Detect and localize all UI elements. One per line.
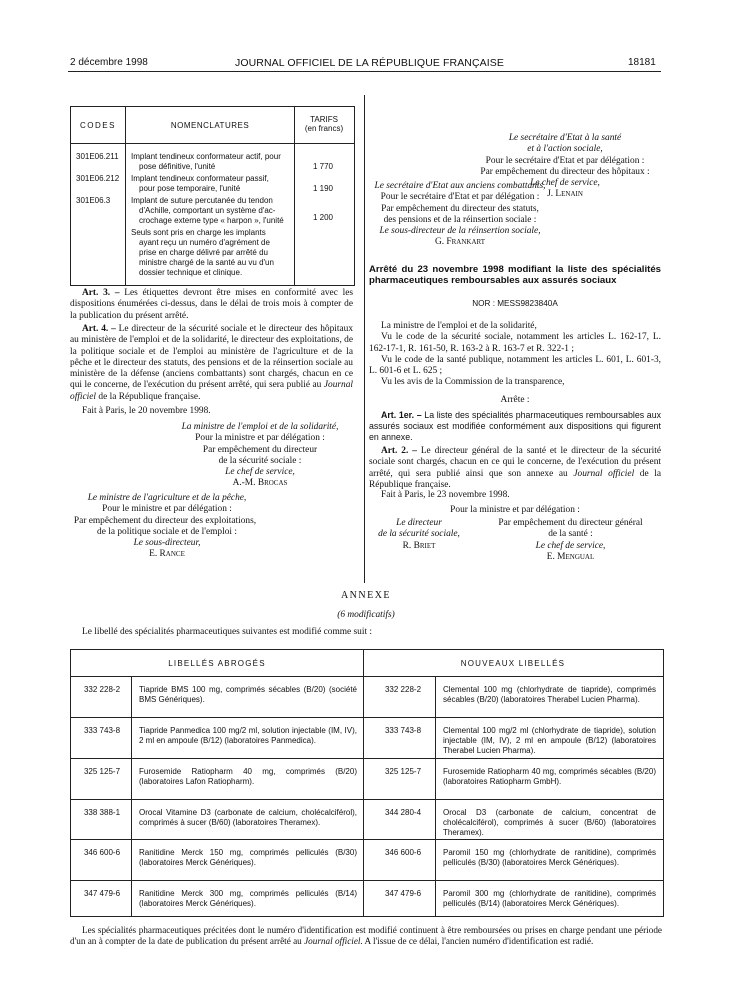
code-cell: 301E06.212 <box>76 174 120 183</box>
tarif-cell: 1 200 <box>312 213 334 222</box>
signature-block-anciens-combattants: Le secrétaire d'Etat aux anciens combattants, Pour le secrétaire d'Etat et par délégation : Par empêchement du directeur des statuts, des pensions et de la réinsertion sociale : Le sous-directeur de la réinsertion sociale, G. Frankart <box>374 181 546 248</box>
new-label: Orocal D3 (carbonate de calcium, concentrat de cholécalciférol), comprimés à sucer (B/60) (laboratoires Theramex). <box>443 808 656 837</box>
codes-table <box>70 106 355 286</box>
header-rule <box>68 71 661 72</box>
new-code: 346 600-6 <box>384 848 422 857</box>
journal-title: JOURNAL OFFICIEL DE LA RÉPUBLIQUE FRANÇAISE <box>235 57 504 69</box>
code-cell: 301E06.3 <box>76 196 111 205</box>
nomenclature-cell: Implant de suture percutanée du tendon d'Achille, comportant un système d'ac- crochage externe type « harpon », l'unité <box>131 196 284 225</box>
article-2: Art. 2. – Le directeur général de la santé et le directeur de la sécurité sociale sont chargés, chacun en ce qui le concerne, de l'exécution du présent arrêté, qui sera publié ainsi que son annexe au Journal officiel de la République française. <box>369 446 662 490</box>
fait-date-left: Fait à Paris, le 20 novembre 1998. <box>82 406 211 416</box>
nomenclature-cell: Implant tendineux conformateur passif, pour pose temporaire, l'unité <box>131 174 269 193</box>
page-number: 18181 <box>628 57 656 68</box>
new-label: Paromil 300 mg (chlorhydrate de ranitidine), comprimés pelliculés (B/14) (laboratoires Merck Génériques). <box>443 889 656 908</box>
article-3: Art. 3. – Les étiquettes devront être mises en conformité avec les dispositions énumérées ci-dessus, dans le délai de trois mois à compter de la publication du présent arrêté. <box>70 288 354 321</box>
arrete-title: Arrêté du 23 novembre 1998 modifiant la liste des spécialités pharmaceutiques remboursables aux assurés sociaux <box>369 264 661 286</box>
new-code: 333 743-8 <box>384 726 422 735</box>
annex-head-old: LIBELLÉS ABROGÉS <box>168 659 266 668</box>
old-label: Furosemide Ratiopharm 40 mg, comprimés (B/20) (laboratoires Lafon Ratiopharm). <box>139 767 357 786</box>
new-label: Paromil 150 mg (chlorhydrate de ranitidine), comprimés pelliculés (B/30) (laboratoires Merck Génériques). <box>443 848 656 867</box>
annex-head-new: NOUVEAUX LIBELLÉS <box>460 659 566 668</box>
tarif-cell: 1 770 <box>312 162 334 171</box>
old-code: 338 388-1 <box>83 808 121 817</box>
new-label: Clemental 100 mg (chlorhydrate de tiapride), comprimés sécables (B/20) (laboratoires Therabel Lucien Pharma). <box>443 685 656 704</box>
old-label: Ranitidine Merck 300 mg, comprimés pelliculés (B/14) (laboratoires Merck Génériques). <box>139 889 357 908</box>
new-label: Clemental 100 mg/2 ml (chlorhydrate de tiapride), solution injectable (IM, IV), 2 ml en ampoule (B/12) (laboratoires Therabel Lucien Pharma). <box>443 726 656 755</box>
old-label: Ranitidine Merck 150 mg, comprimés pelliculés (B/30) (laboratoires Merck Génériques). <box>139 848 357 867</box>
new-code: 347 479-6 <box>384 889 422 898</box>
header-date: 2 décembre 1998 <box>70 57 148 68</box>
old-code: 346 600-6 <box>83 848 121 857</box>
col-header-tarifs: TARIFS <box>310 115 338 124</box>
tarif-cell: 1 190 <box>312 184 334 193</box>
signature-block-securite-sociale: Le directeur de la sécurité sociale, R. Briet <box>378 518 460 551</box>
annex-title: ANNEXE <box>340 590 392 601</box>
nomenclature-cell: Implant tendineux conformateur actif, pour pose définitive, l'unité <box>131 152 281 171</box>
code-cell: 301E06.211 <box>76 152 119 161</box>
col-header-tarifs-unit: (en francs) <box>304 124 344 133</box>
col-header-codes: CODES <box>80 121 116 130</box>
article-4: Art. 4. – Le directeur de la sécurité sociale et le directeur des hôpitaux au ministère de l'emploi et de la solidarité, le directeur des exploitations, de la politique sociale et de l'emploi au ministère de l'agriculture et de la pêche et le directeur des statuts, des pensions et de la réinsertion sociale au ministère de la défense (anciens combattants) sont chargés, chacun en ce qui le concerne, de l'exécution du présent arrêté, qui sera publié au Journal officiel de la République française. <box>70 324 354 402</box>
arrete-label: Arrête : <box>500 395 530 405</box>
new-code: 332 228-2 <box>384 685 422 694</box>
old-code: 333 743-8 <box>83 726 121 735</box>
annex-table <box>70 649 664 917</box>
col-header-nomenclatures: NOMENCLATURES <box>170 121 250 130</box>
annex-footer: Les spécialités pharmaceutiques précitées dont le numéro d'identification est modifié continuent à être remboursées ou prises en charge pendant une période d'un an à compter de la date de publication du présent arrêté au Journal officiel. A l'issue de ce délai, l'ancien numéro d'identification est radié. <box>70 925 662 946</box>
annex-subtitle: (6 modificatifs) <box>337 610 395 620</box>
signature-block-agriculture: Le ministre de l'agriculture et de la pêche, Pour le ministre et par délégation : Par empêchement du directeur des exploitations, de la politique sociale et de l'emploi : Le sous-directeur, E. Rance <box>73 493 257 560</box>
old-code: 325 125-7 <box>83 767 121 776</box>
new-code: 344 280-4 <box>384 808 422 817</box>
nomenclature-note: Seuls sont pris en charge les implants ayant reçu un numéro d'agrément de prise en charge délivré par arrêté du ministre chargé de la santé au vu d'un dossier technique et clinique. <box>131 228 274 277</box>
pour-la-ministre: Pour la ministre et par délégation : <box>450 505 580 515</box>
signature-block-sante-generale: Par empêchement du directeur général de la santé : Le chef de service, E. Mengual <box>498 518 643 562</box>
column-rule <box>364 95 365 583</box>
signature-block-emploi: La ministre de l'emploi et de la solidarité, Pour la ministre et par délégation : Par empêchement du directeur de la sécurité sociale : Le chef de service, A.-M. Brocas <box>181 422 339 489</box>
old-code: 332 228-2 <box>83 685 121 694</box>
new-code: 325 125-7 <box>384 767 422 776</box>
old-label: Orocal Vitamine D3 (carbonate de calcium, cholécalciférol), comprimés à sucer (B/60) (laboratoires Theramex). <box>139 808 357 827</box>
article-1: Art. 1er. – La liste des spécialités pharmaceutiques remboursables aux assurés sociaux est modifiée conformément aux dispositions qui figurent en annexe. <box>369 410 661 442</box>
new-label: Furosemide Ratiopharm 40 mg, comprimés sécables (B/20) (laboratoires Ratiopharm GmbH). <box>443 767 656 786</box>
nor-reference: NOR : MESS9823840A <box>472 299 558 308</box>
fait-date-right: Fait à Paris, le 23 novembre 1998. <box>381 490 510 500</box>
visas: La ministre de l'emploi et de la solidarité, Vu le code de la sécurité sociale, notamment les articles L. 162-17, L. 162-17-1, R. 161-50, R. 163-2 à R. 163-7 et R. 322-1 ; Vu le code de la santé publique, notamment les articles L. 601, L. 601-3, L. 601-6 et L. 625 ; Vu les avis de la Commission de la transparence, <box>369 321 661 388</box>
old-label: Tiapride Panmedica 100 mg/2 ml, solution injectable (IM, IV), 2 ml en ampoule (B/12) (laboratoires Panmedica). <box>139 726 357 745</box>
old-label: Tiapride BMS 100 mg, comprimés sécables (B/20) (société BMS Génériques). <box>139 685 357 704</box>
old-code: 347 479-6 <box>83 889 121 898</box>
signature-block-sante: Le secrétaire d'Etat à la santé et à l'action sociale, Pour le secrétaire d'Etat et par délégation : Par empêchement du directeur des hôpitaux : Le chef de service, J. Lenain <box>480 133 650 200</box>
annex-intro: Le libellé des spécialités pharmaceutiques suivantes est modifié comme suit : <box>82 627 373 637</box>
